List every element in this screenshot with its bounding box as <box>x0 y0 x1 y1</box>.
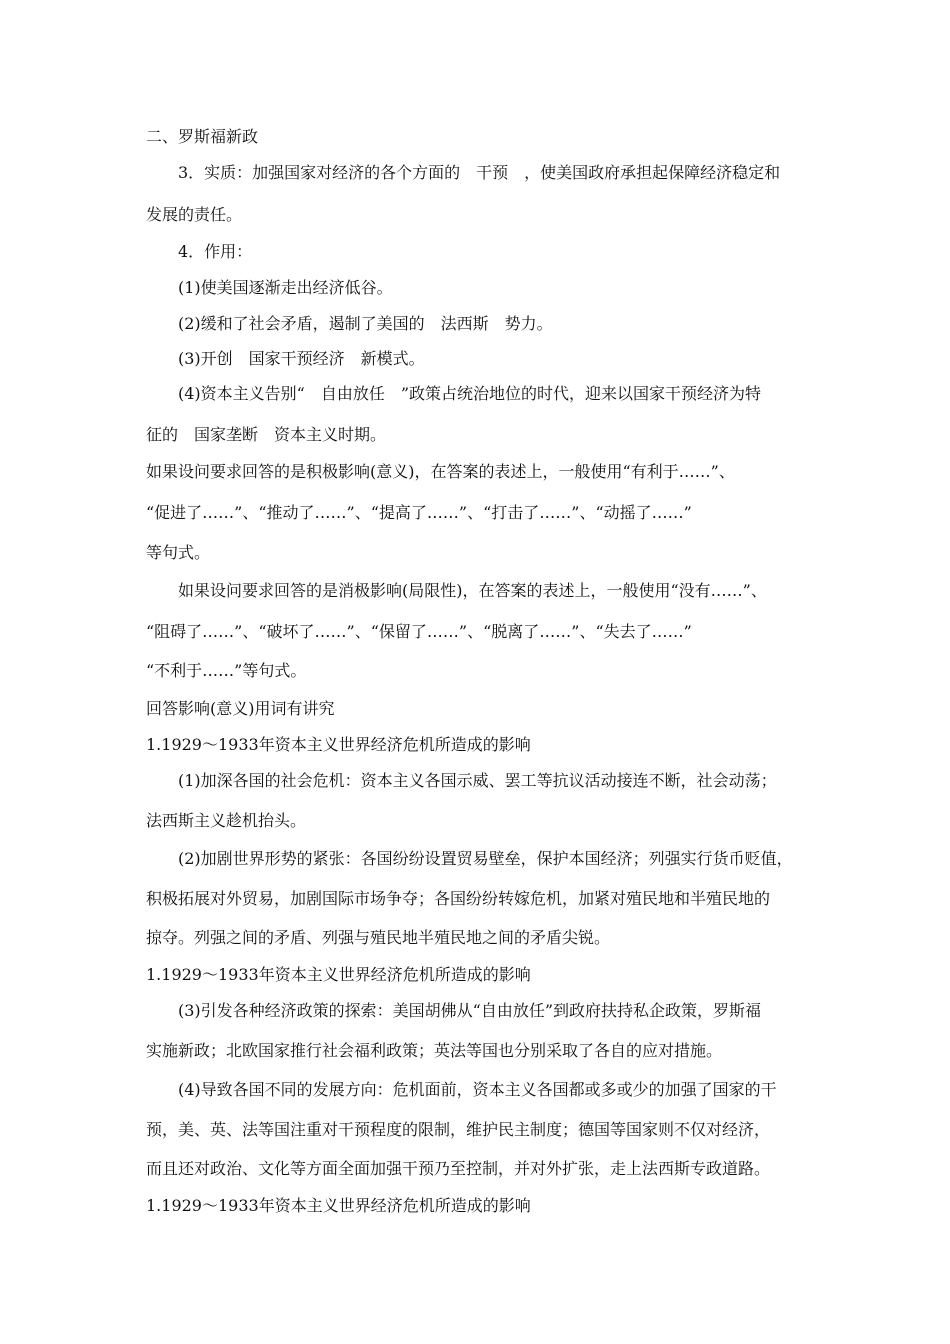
subheading: 1.1929～1933年资本主义世界经济危机所造成的影响 <box>146 735 531 754</box>
paragraph-line: (1)加深各国的社会危机：资本主义各国示威、罢工等抗议活动接连不断，社会动荡； <box>178 771 777 790</box>
paragraph-line: “阻碍了……”、“破坏了……”、“保留了……”、“脱离了……”、“失去了……” <box>146 622 692 641</box>
subheading: 1.1929～1933年资本主义世界经济危机所造成的影响 <box>146 965 531 984</box>
subheading: 回答影响(意义)用词有讲究 <box>146 699 335 718</box>
paragraph-line: 实施新政；北欧国家推行社会福利政策；英法等国也分别采取了各自的应对措施。 <box>146 1041 723 1060</box>
paragraph-line: 积极拓展对外贸易，加剧国际市场争夺；各国纷纷转嫁危机，加紧对殖民地和半殖民地的 <box>146 889 771 908</box>
paragraph-line: 等句式。 <box>146 543 211 562</box>
paragraph-line: 掠夺。列强之间的矛盾、列强与殖民地半殖民地之间的矛盾尖锐。 <box>146 928 611 947</box>
paragraph-line: 征的 国家垄断 资本主义时期。 <box>146 425 387 444</box>
paragraph-line: (4)资本主义告别“ 自由放任 ”政策占统治地位的时代，迎来以国家干预经济为特 <box>178 384 762 403</box>
paragraph-line: 发展的责任。 <box>146 205 243 224</box>
section-heading: 二、罗斯福新政 <box>146 127 259 146</box>
paragraph-line: (2)缓和了社会矛盾，遏制了美国的 法西斯 势力。 <box>178 314 553 333</box>
subheading: 1.1929～1933年资本主义世界经济危机所造成的影响 <box>146 1196 531 1215</box>
paragraph-line: 预，美、英、法等国注重对干预程度的限制，维护民主制度；德国等国家则不仅对经济， <box>146 1120 771 1139</box>
paragraph-line: (1)使美国逐渐走出经济低谷。 <box>178 278 393 297</box>
paragraph-line: (4)导致各国不同的发展方向：危机面前，资本主义各国都或多或少的加强了国家的干 <box>178 1080 777 1099</box>
paragraph-line: 如果设问要求回答的是积极影响(意义)，在答案的表述上，一般使用“有利于……”、 <box>146 462 735 481</box>
paragraph-line: 法西斯主义趁机抬头。 <box>146 811 307 830</box>
paragraph-line: 如果设问要求回答的是消极影响(局限性)，在答案的表述上，一般使用“没有……”、 <box>178 581 767 600</box>
paragraph-line: (2)加剧世界形势的紧张：各国纷纷设置贸易壁垒，保护本国经济；列强实行货币贬值， <box>178 849 793 868</box>
paragraph-line: (3)开创 国家干预经济 新模式。 <box>178 349 425 368</box>
paragraph-line: “促进了……”、“推动了……”、“提高了……”、“打击了……”、“动摇了……” <box>146 503 692 522</box>
paragraph-line: 3．实质：加强国家对经济的各个方面的 干预 ，使美国政府承担起保障经济稳定和 <box>178 163 781 182</box>
paragraph-line: 而且还对政治、文化等方面全面加强干预乃至控制，并对外扩张，走上法西斯专政道路。 <box>146 1159 771 1178</box>
paragraph-line: 4．作用： <box>178 242 253 261</box>
paragraph-line: “不利于……”等句式。 <box>146 661 307 680</box>
paragraph-line: (3)引发各种经济政策的探索：美国胡佛从“自由放任”到政府扶持私企政策，罗斯福 <box>178 1001 762 1020</box>
